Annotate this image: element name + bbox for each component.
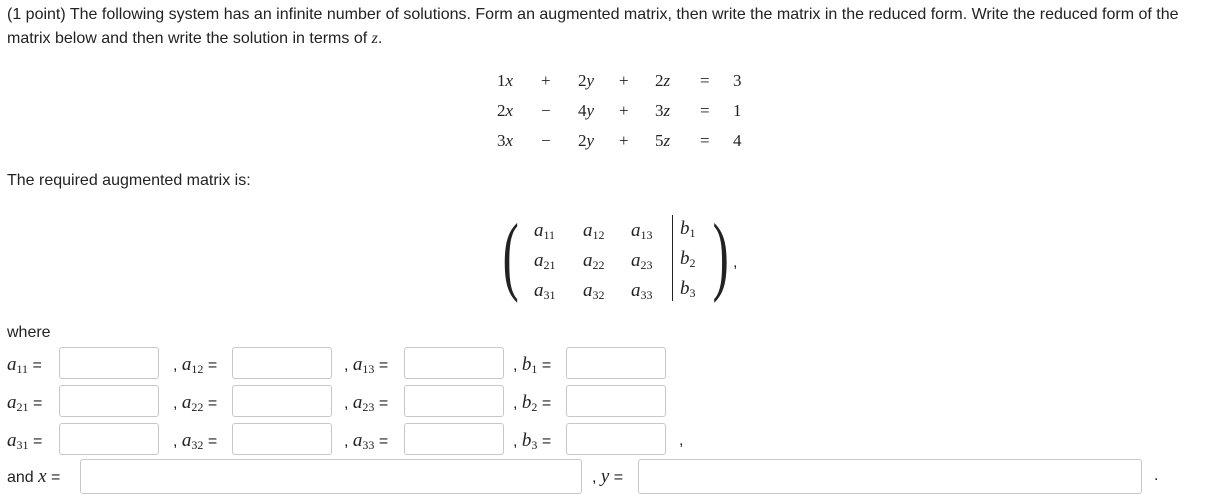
augmented-matrix-label: The required augmented matrix is: [7, 172, 251, 189]
a31-input[interactable] [59, 423, 159, 455]
eq1-term-x: 1x [497, 71, 514, 90]
eq2-equals: = [700, 101, 710, 120]
a22-input[interactable] [232, 385, 332, 417]
matrix-entry: $b_2$ [680, 248, 696, 270]
x-label: and x = [7, 466, 61, 487]
matrix-entry: $a_{31}$ [534, 280, 556, 302]
matrix-entry: $a_{13}$ [631, 220, 653, 242]
solution-end-period: . [1154, 467, 1159, 484]
eq2-term-z: 3z [655, 101, 671, 120]
matrix-entry: $a_{11}$ [534, 220, 556, 242]
problem-end: . [377, 30, 383, 47]
label-b3: , $b_3$ = [513, 430, 552, 452]
eq1-term-y: 2y [578, 71, 595, 90]
matrix-left-paren: ( [502, 207, 519, 304]
matrix-entry: $a_{12}$ [583, 220, 605, 242]
eq1-op1: + [541, 71, 551, 90]
problem-text: (1 point) The following system has an infinite number of solutions. Form an augmented matrix, then write the matrix in the reduced form. Write the reduced form of the matrix below and then write the solution in terms of [7, 6, 1179, 47]
label-a13: , $a_{13}$ = [344, 354, 389, 376]
matrix-entry: $a_{33}$ [631, 280, 653, 302]
eq3-term-z: 5z [655, 131, 671, 150]
a33-input[interactable] [404, 423, 504, 455]
problem-statement [7, 3, 1207, 51]
x-solution-input[interactable] [80, 459, 582, 494]
a11-input[interactable] [59, 347, 159, 379]
eq1-equals: = [700, 71, 710, 90]
y-label: , y = [592, 466, 624, 487]
eq3-term-x: 3x [497, 131, 514, 150]
matrix-entry: $a_{23}$ [631, 250, 653, 272]
b3-input[interactable] [566, 423, 666, 455]
where-label: where [7, 324, 51, 341]
matrix-entry: $b_1$ [680, 218, 696, 240]
eq2-op1: − [541, 101, 551, 120]
label-a33: , $a_{33}$ = [344, 430, 389, 452]
label-a11: $a_{11}$ = [7, 354, 42, 376]
a12-input[interactable] [232, 347, 332, 379]
label-a32: , $a_{32}$ = [173, 430, 218, 452]
label-a12: , $a_{12}$ = [173, 354, 218, 376]
b1-input[interactable] [566, 347, 666, 379]
eq2-term-y: 4y [578, 101, 595, 120]
a23-input[interactable] [404, 385, 504, 417]
eq1-rhs: 3 [733, 71, 742, 90]
matrix-entry: $a_{22}$ [583, 250, 605, 272]
label-a21: $a_{21}$ = [7, 392, 43, 414]
label-a31: $a_{31}$ = [7, 430, 43, 452]
matrix-entry: $b_3$ [680, 278, 696, 300]
problem-variable: z [371, 30, 378, 47]
eq1-op2: + [619, 71, 629, 90]
matrix-entry: $a_{21}$ [534, 250, 556, 272]
eq3-equals: = [700, 131, 710, 150]
label-b1: , $b_1$ = [513, 354, 552, 376]
y-solution-input[interactable] [638, 459, 1142, 494]
eq3-rhs: 4 [733, 131, 742, 150]
eq3-term-y: 2y [578, 131, 595, 150]
matrix-separator [672, 215, 673, 301]
eq2-op2: + [619, 101, 629, 120]
label-b2: , $b_2$ = [513, 392, 552, 414]
a21-input[interactable] [59, 385, 159, 417]
b2-input[interactable] [566, 385, 666, 417]
eq3-op1: − [541, 131, 551, 150]
a32-input[interactable] [232, 423, 332, 455]
eq2-term-x: 2x [497, 101, 514, 120]
eq2-rhs: 1 [733, 101, 742, 120]
row-end-comma: , [679, 432, 684, 449]
label-a22: , $a_{22}$ = [173, 392, 218, 414]
matrix-right-paren: ) [712, 207, 729, 304]
eq1-term-z: 2z [655, 71, 671, 90]
label-a23: , $a_{23}$ = [344, 392, 389, 414]
matrix-trailing-comma: , [733, 254, 738, 271]
a13-input[interactable] [404, 347, 504, 379]
matrix-entry: $a_{32}$ [583, 280, 605, 302]
eq3-op2: + [619, 131, 629, 150]
